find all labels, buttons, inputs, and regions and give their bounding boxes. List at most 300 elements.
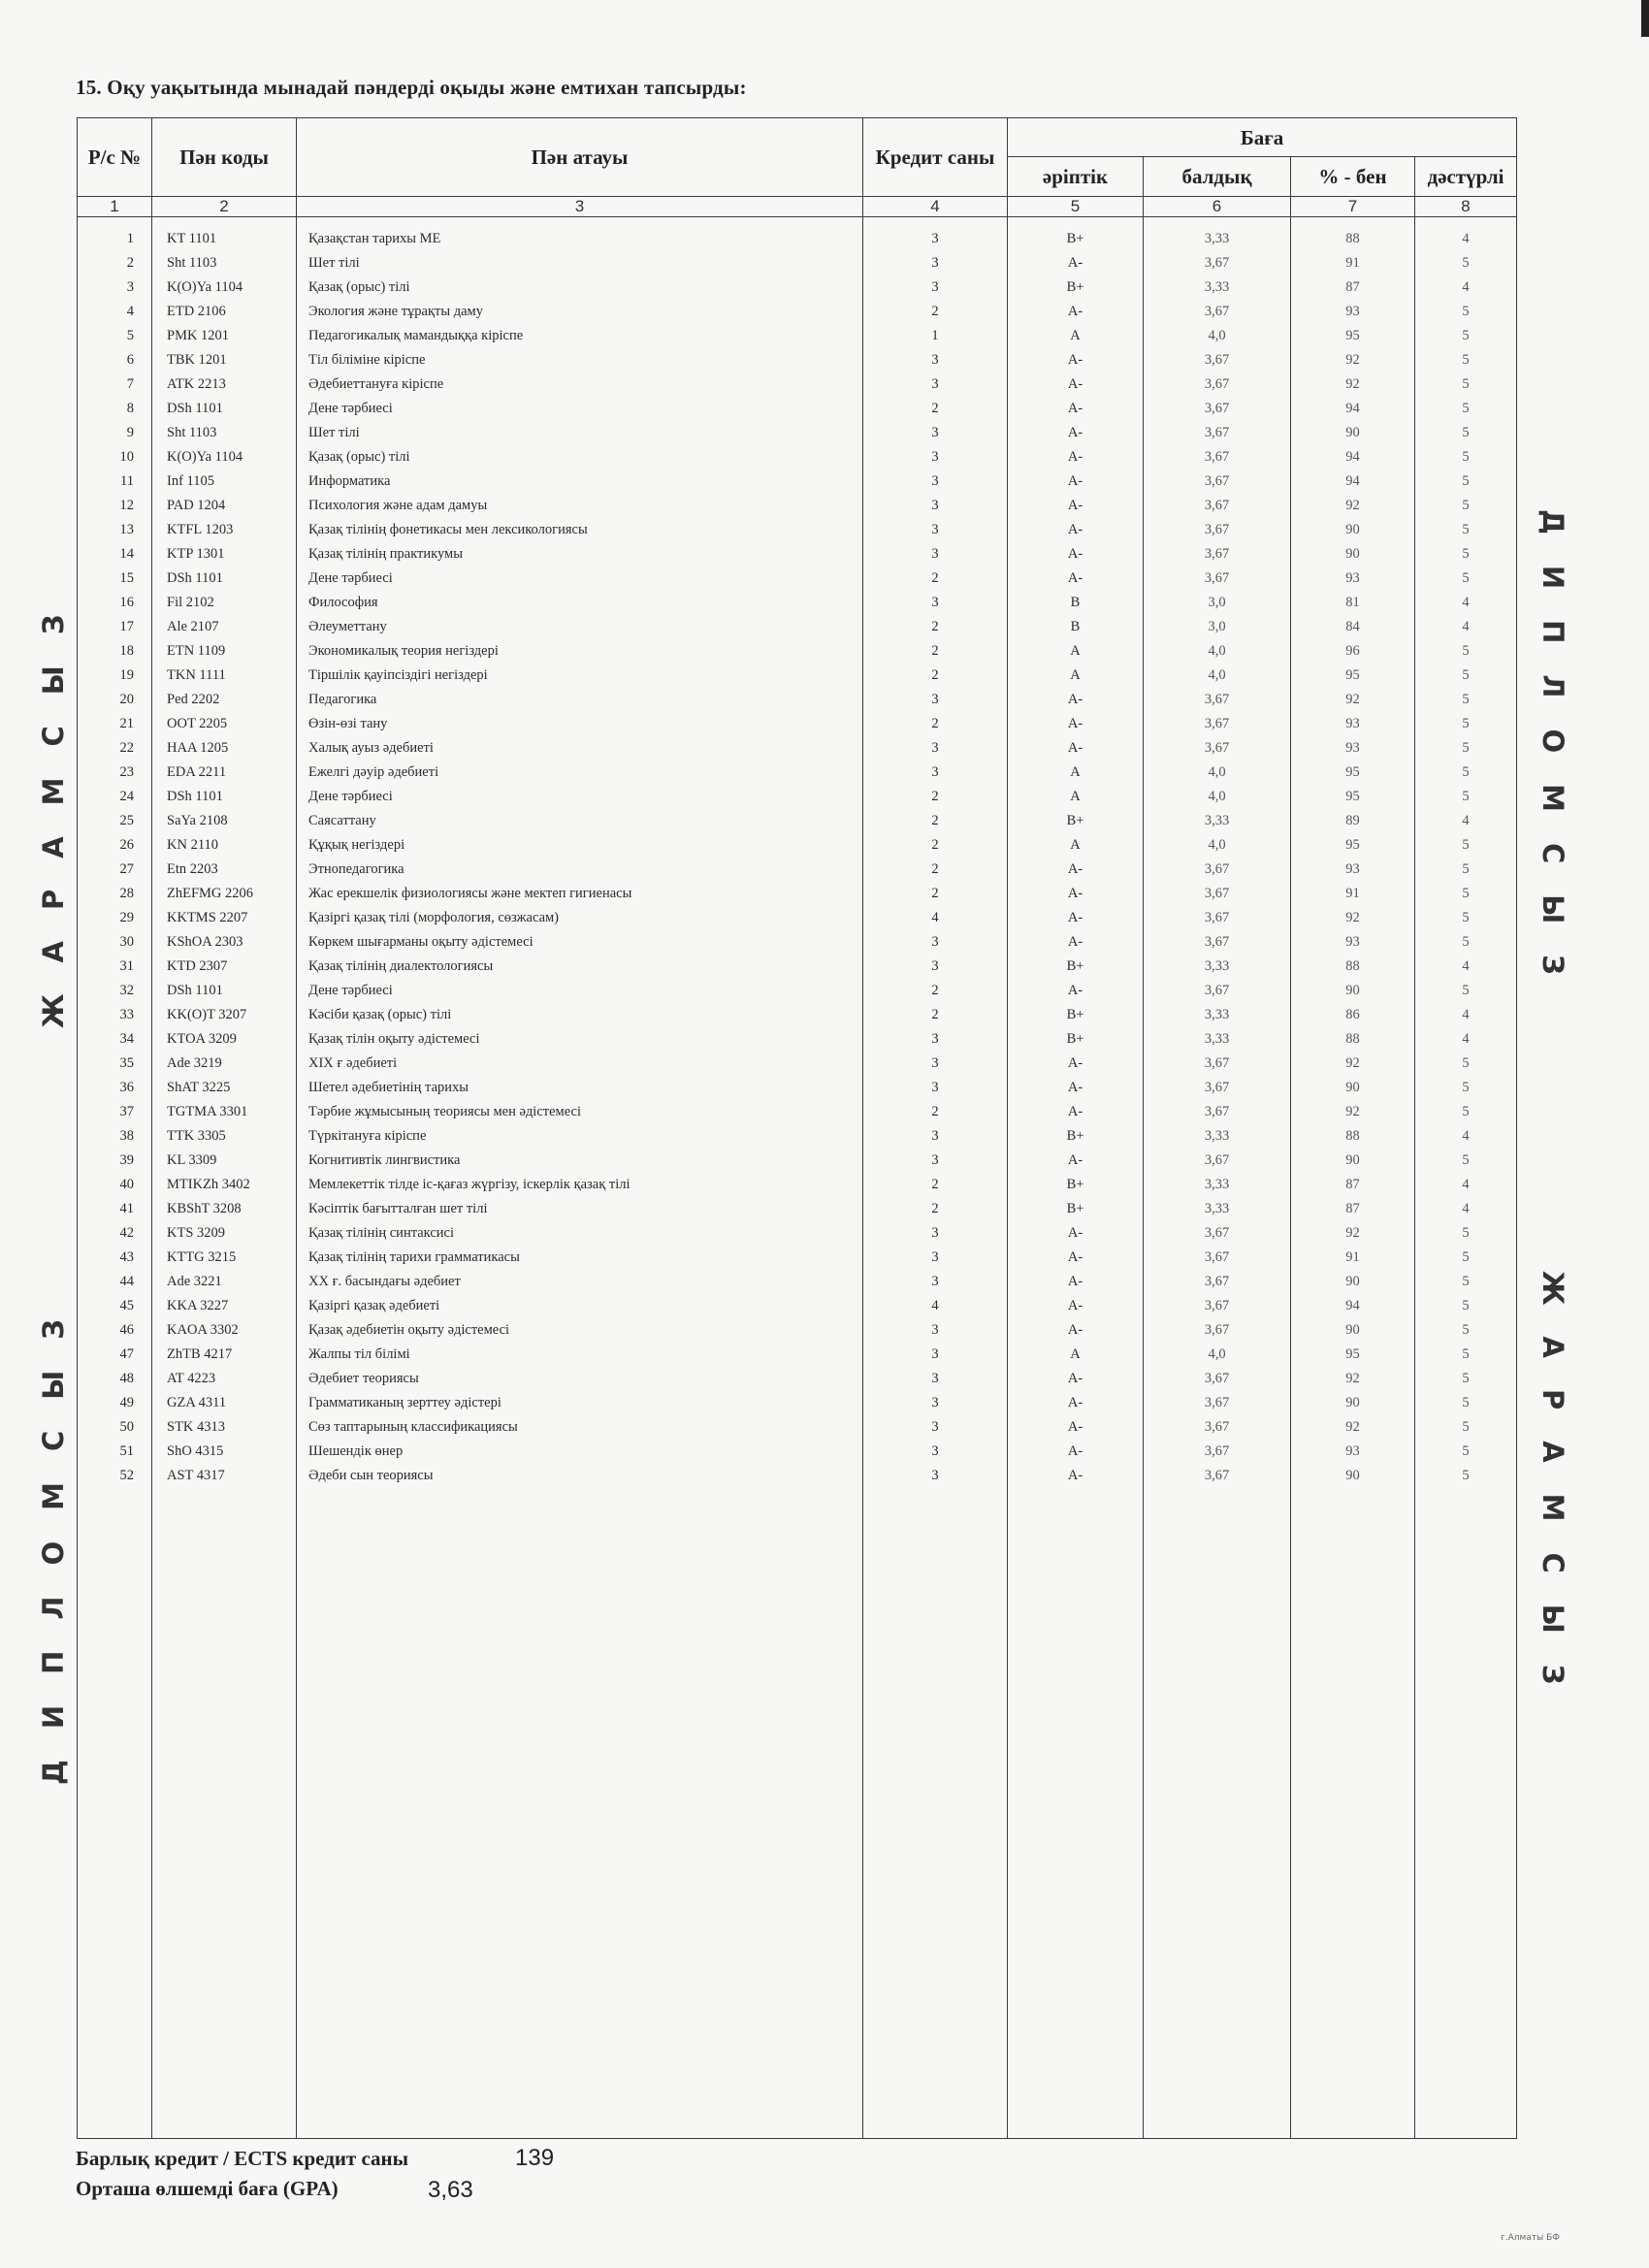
course-cell-code: ZhTB 4217 — [167, 1346, 233, 1362]
course-cell-points: 3,67 — [1204, 861, 1230, 877]
course-cell-trad: 5 — [1462, 1104, 1470, 1119]
course-cell-points: 3,67 — [1204, 1249, 1230, 1265]
course-cell-n: 17 — [119, 619, 134, 634]
course-cell-code: OOT 2205 — [167, 716, 228, 731]
course-cell-n: 7 — [126, 376, 134, 392]
course-cell-n: 12 — [119, 498, 134, 513]
course-cell-n: 13 — [119, 522, 134, 537]
course-cell-name: Жас ерекшелік физиологиясы және мектеп гигиенасы — [308, 886, 632, 901]
course-cell-letter: A — [1070, 1346, 1081, 1362]
course-cell-n: 25 — [119, 813, 134, 828]
course-cell-code: Ped 2202 — [167, 692, 220, 707]
course-cell-letter: A- — [1067, 910, 1083, 925]
course-cell-code: Inf 1105 — [167, 473, 214, 489]
course-cell-code: SaYa 2108 — [167, 813, 228, 828]
course-cell-n: 48 — [119, 1371, 134, 1386]
course-cell-credits: 3 — [931, 1080, 939, 1095]
course-cell-points: 4,0 — [1208, 1346, 1226, 1362]
course-cell-points: 3,67 — [1204, 886, 1230, 901]
course-cell-name: Қазақ тілінің практикумы — [308, 546, 463, 562]
course-cell-percent: 92 — [1345, 376, 1360, 392]
course-cell-credits: 3 — [931, 352, 939, 368]
course-cell-points: 3,67 — [1204, 352, 1230, 368]
course-cell-percent: 92 — [1345, 1104, 1360, 1119]
column-number: 3 — [297, 197, 863, 217]
course-cell-letter: A- — [1067, 934, 1083, 950]
course-cell-letter: A- — [1067, 473, 1083, 489]
list-row-number — [78, 217, 151, 1488]
course-cell-n: 3 — [126, 279, 134, 295]
course-cell-trad: 5 — [1462, 716, 1470, 731]
course-cell-n: 21 — [119, 716, 134, 731]
course-cell-points: 3,67 — [1204, 1298, 1230, 1313]
course-cell-percent: 92 — [1345, 498, 1360, 513]
course-cell-trad: 5 — [1462, 1419, 1470, 1435]
course-cell-code: KTFL 1203 — [167, 522, 234, 537]
list-grade-points — [1144, 217, 1290, 1488]
course-cell-name: Шетел әдебиетінің тарихы — [308, 1080, 469, 1095]
course-cell-name: ХІХ ғ әдебиеті — [308, 1055, 398, 1071]
course-cell-trad: 5 — [1462, 1371, 1470, 1386]
course-cell-n: 52 — [119, 1468, 134, 1483]
course-cell-trad: 5 — [1462, 352, 1470, 368]
course-cell-points: 3,67 — [1204, 1322, 1230, 1338]
course-cell-points: 3,67 — [1204, 1419, 1230, 1435]
course-cell-trad: 5 — [1462, 401, 1470, 416]
course-cell-name: Экология және тұрақты даму — [308, 304, 483, 319]
course-cell-credits: 2 — [931, 716, 939, 731]
course-cell-percent: 92 — [1345, 1225, 1360, 1241]
course-cell-n: 1 — [126, 231, 134, 246]
grades-table — [77, 117, 1517, 2139]
course-cell-trad: 5 — [1462, 983, 1470, 998]
course-cell-credits: 2 — [931, 667, 939, 683]
course-cell-trad: 5 — [1462, 1443, 1470, 1459]
course-cell-n: 19 — [119, 667, 134, 683]
course-cell-credits: 2 — [931, 1104, 939, 1119]
course-cell-letter: A- — [1067, 1225, 1083, 1241]
column-number: 1 — [78, 197, 152, 217]
course-cell-trad: 5 — [1462, 692, 1470, 707]
watermark-right-bottom: ЖАРАМСЫЗ — [1536, 1271, 1569, 1716]
course-cell-name: Қазақ тілін оқыту әдістемесі — [308, 1031, 480, 1047]
course-cell-code: MTIKZh 3402 — [167, 1177, 250, 1192]
course-cell-credits: 2 — [931, 837, 939, 853]
course-cell-credits: 3 — [931, 1225, 939, 1241]
course-cell-credits: 3 — [931, 376, 939, 392]
course-cell-trad: 5 — [1462, 449, 1470, 465]
course-cell-trad: 5 — [1462, 1225, 1470, 1241]
course-cell-credits: 2 — [931, 619, 939, 634]
course-cell-code: KAOA 3302 — [167, 1322, 239, 1338]
course-cell-code: DSh 1101 — [167, 789, 223, 804]
course-cell-percent: 88 — [1345, 1031, 1360, 1047]
course-cell-name: Қазақ тілінің фонетикасы мен лексикологиясы — [308, 522, 588, 537]
course-cell-name: Педагогика — [308, 692, 377, 707]
course-cell-credits: 3 — [931, 1443, 939, 1459]
course-cell-points: 3,67 — [1204, 255, 1230, 271]
course-cell-percent: 84 — [1345, 619, 1360, 634]
course-cell-percent: 95 — [1345, 764, 1360, 780]
list-letter-grade — [1008, 217, 1143, 1488]
course-cell-credits: 3 — [931, 473, 939, 489]
course-cell-code: ATK 2213 — [167, 376, 226, 392]
course-cell-n: 4 — [126, 304, 134, 319]
course-cell-code: K(O)Ya 1104 — [167, 449, 243, 465]
course-cell-trad: 4 — [1462, 1007, 1470, 1022]
course-cell-code: AT 4223 — [167, 1371, 216, 1386]
course-cell-code: KBShT 3208 — [167, 1201, 242, 1216]
list-subject-code — [152, 217, 296, 1488]
course-cell-trad: 5 — [1462, 304, 1470, 319]
course-cell-points: 3,67 — [1204, 1274, 1230, 1289]
course-cell-name: Әдебиеттануға кіріспе — [308, 376, 444, 392]
column-number: 2 — [152, 197, 297, 217]
course-cell-name: Дене тәрбиесі — [308, 983, 393, 998]
course-cell-trad: 5 — [1462, 1274, 1470, 1289]
course-cell-code: Ale 2107 — [167, 619, 219, 634]
course-cell-points: 3,67 — [1204, 1080, 1230, 1095]
course-cell-n: 40 — [119, 1177, 134, 1192]
course-cell-letter: A- — [1067, 861, 1083, 877]
course-cell-name: ХХ ғ. басындағы әдебиет — [308, 1274, 461, 1289]
course-cell-letter: A — [1070, 667, 1081, 683]
section-heading: 15. Оқу уақытында мынадай пәндерді оқыды және емтихан тапсырды: — [76, 76, 747, 99]
course-cell-points: 4,0 — [1208, 764, 1226, 780]
course-cell-code: KN 2110 — [167, 837, 219, 853]
course-cell-trad: 5 — [1462, 1346, 1470, 1362]
course-cell-letter: A- — [1067, 1274, 1083, 1289]
course-cell-points: 3,67 — [1204, 1225, 1230, 1241]
course-cell-letter: A- — [1067, 522, 1083, 537]
course-cell-trad: 5 — [1462, 376, 1470, 392]
course-cell-points: 3,33 — [1204, 958, 1230, 974]
course-cell-points: 3,67 — [1204, 304, 1230, 319]
course-cell-n: 6 — [126, 352, 134, 368]
course-cell-n: 26 — [119, 837, 134, 853]
course-cell-points: 3,67 — [1204, 401, 1230, 416]
course-cell-n: 49 — [119, 1395, 134, 1410]
list-traditional-grade — [1415, 217, 1516, 1488]
course-cell-letter: B+ — [1066, 813, 1084, 828]
course-cell-letter: A- — [1067, 1395, 1083, 1410]
course-cell-points: 3,33 — [1204, 1128, 1230, 1144]
course-cell-trad: 5 — [1462, 886, 1470, 901]
course-cell-credits: 3 — [931, 1128, 939, 1144]
course-cell-credits: 3 — [931, 1419, 939, 1435]
course-cell-letter: A- — [1067, 255, 1083, 271]
course-cell-points: 3,0 — [1208, 595, 1226, 610]
course-cell-points: 3,67 — [1204, 449, 1230, 465]
course-cell-credits: 3 — [931, 1249, 939, 1265]
course-cell-letter: A- — [1067, 304, 1083, 319]
course-cell-trad: 4 — [1462, 595, 1470, 610]
course-cell-credits: 3 — [931, 1371, 939, 1386]
course-cell-letter: A- — [1067, 983, 1083, 998]
gpa-label: Орташа өлшемді баға (GPA) — [76, 2177, 339, 2200]
course-cell-trad: 5 — [1462, 570, 1470, 586]
gpa-value: 3,63 — [428, 2177, 473, 2203]
header-letter: әріптік — [1008, 157, 1144, 197]
course-cell-letter: A- — [1067, 498, 1083, 513]
course-cell-trad: 4 — [1462, 279, 1470, 295]
course-cell-code: TGTMA 3301 — [167, 1104, 248, 1119]
course-cell-points: 3,67 — [1204, 740, 1230, 756]
course-cell-credits: 3 — [931, 231, 939, 246]
course-cell-n: 8 — [126, 401, 134, 416]
course-cell-code: KKA 3227 — [167, 1298, 229, 1313]
course-cell-points: 4,0 — [1208, 789, 1226, 804]
course-cell-percent: 81 — [1345, 595, 1360, 610]
total-credits-value: 139 — [515, 2145, 555, 2171]
watermark-left-top: ЖАРАМСЫЗ — [37, 583, 70, 1028]
course-cell-letter: A- — [1067, 1249, 1083, 1265]
header-traditional: дәстүрлі — [1415, 157, 1517, 197]
course-cell-letter: B+ — [1066, 1031, 1084, 1047]
course-cell-code: K(O)Ya 1104 — [167, 279, 243, 295]
course-cell-points: 3,67 — [1204, 692, 1230, 707]
course-cell-name: Түркітануға кіріспе — [308, 1128, 427, 1144]
course-cell-name: Кәсіптік бағытталған шет тілі — [308, 1201, 488, 1216]
course-cell-percent: 86 — [1345, 1007, 1360, 1022]
course-cell-name: Информатика — [308, 473, 391, 489]
course-cell-code: ETD 2106 — [167, 304, 226, 319]
column-number: 6 — [1144, 197, 1291, 217]
list-credits — [863, 217, 1007, 1488]
course-cell-percent: 91 — [1345, 255, 1360, 271]
course-cell-letter: B+ — [1066, 1128, 1084, 1144]
course-cell-percent: 92 — [1345, 352, 1360, 368]
course-cell-name: Экономикалық теория негіздері — [308, 643, 499, 659]
course-cell-name: Қазақ (орыс) тілі — [308, 279, 410, 295]
course-cell-n: 38 — [119, 1128, 134, 1144]
course-cell-letter: B — [1070, 619, 1081, 634]
course-cell-trad: 4 — [1462, 1201, 1470, 1216]
course-cell-code: KT 1101 — [167, 231, 217, 246]
course-cell-code: ShO 4315 — [167, 1443, 224, 1459]
course-cell-n: 27 — [119, 861, 134, 877]
course-cell-trad: 4 — [1462, 619, 1470, 634]
course-cell-name: Грамматиканың зерттеу әдістері — [308, 1395, 501, 1410]
course-cell-n: 22 — [119, 740, 134, 756]
course-cell-trad: 4 — [1462, 1031, 1470, 1047]
course-cell-credits: 3 — [931, 1152, 939, 1168]
course-cell-code: DSh 1101 — [167, 570, 223, 586]
course-cell-n: 11 — [120, 473, 134, 489]
course-cell-percent: 91 — [1345, 1249, 1360, 1265]
course-cell-name: Тәрбие жұмысының теориясы мен әдістемесі — [308, 1104, 581, 1119]
course-cell-credits: 3 — [931, 1055, 939, 1071]
course-cell-trad: 5 — [1462, 740, 1470, 756]
course-cell-code: STK 4313 — [167, 1419, 226, 1435]
course-cell-percent: 95 — [1345, 789, 1360, 804]
course-cell-percent: 93 — [1345, 570, 1360, 586]
course-cell-code: HAA 1205 — [167, 740, 229, 756]
course-cell-name: Қазақ тілінің синтаксисі — [308, 1225, 454, 1241]
course-cell-letter: A- — [1067, 401, 1083, 416]
course-cell-letter: A — [1070, 764, 1081, 780]
column-number: 4 — [863, 197, 1008, 217]
course-cell-percent: 93 — [1345, 740, 1360, 756]
course-cell-trad: 5 — [1462, 328, 1470, 343]
course-cell-credits: 3 — [931, 449, 939, 465]
course-cell-n: 50 — [119, 1419, 134, 1435]
course-cell-name: Сөз таптарының классификациясы — [308, 1419, 518, 1435]
course-cell-code: Ade 3221 — [167, 1274, 222, 1289]
course-cell-name: Қазақ тілінің тарихи грамматикасы — [308, 1249, 520, 1265]
course-cell-points: 3,67 — [1204, 1443, 1230, 1459]
course-cell-points: 3,33 — [1204, 813, 1230, 828]
course-cell-points: 3,67 — [1204, 983, 1230, 998]
course-cell-name: Қазақстан тарихы МЕ — [308, 231, 441, 246]
course-cell-letter: A- — [1067, 1419, 1083, 1435]
course-cell-n: 31 — [119, 958, 134, 974]
course-cell-percent: 93 — [1345, 861, 1360, 877]
watermark-left-bottom: ДИПЛОМСЫЗ — [37, 1288, 70, 1785]
course-cell-percent: 90 — [1345, 546, 1360, 562]
course-cell-letter: A- — [1067, 425, 1083, 440]
course-cell-percent: 93 — [1345, 934, 1360, 950]
course-cell-points: 3,33 — [1204, 279, 1230, 295]
course-cell-points: 3,33 — [1204, 1031, 1230, 1047]
header-points: балдық — [1144, 157, 1291, 197]
course-cell-name: Дене тәрбиесі — [308, 570, 393, 586]
course-cell-points: 3,33 — [1204, 231, 1230, 246]
course-cell-points: 3,67 — [1204, 716, 1230, 731]
course-cell-n: 14 — [119, 546, 134, 562]
course-cell-name: Кәсіби қазақ (орыс) тілі — [308, 1007, 452, 1022]
course-cell-code: TTK 3305 — [167, 1128, 226, 1144]
course-cell-credits: 2 — [931, 789, 939, 804]
course-cell-credits: 3 — [931, 1322, 939, 1338]
course-cell-points: 3,67 — [1204, 910, 1230, 925]
course-cell-percent: 93 — [1345, 304, 1360, 319]
course-cell-n: 33 — [119, 1007, 134, 1022]
course-cell-percent: 88 — [1345, 958, 1360, 974]
course-cell-percent: 88 — [1345, 231, 1360, 246]
course-cell-name: Тіл біліміне кіріспе — [308, 352, 426, 368]
header-num: Р/с № — [78, 118, 152, 197]
course-cell-name: Когнитивтік лингвистика — [308, 1152, 461, 1168]
course-cell-letter: A- — [1067, 1080, 1083, 1095]
course-cell-n: 2 — [126, 255, 134, 271]
course-cell-trad: 4 — [1462, 958, 1470, 974]
course-cell-points: 3,67 — [1204, 473, 1230, 489]
course-cell-name: Қазіргі қазақ әдебиеті — [308, 1298, 440, 1313]
course-cell-percent: 95 — [1345, 837, 1360, 853]
course-cell-code: KK(O)T 3207 — [167, 1007, 247, 1022]
course-cell-credits: 2 — [931, 886, 939, 901]
course-cell-code: Etn 2203 — [167, 861, 218, 877]
course-cell-letter: A- — [1067, 886, 1083, 901]
course-cell-n: 43 — [119, 1249, 134, 1265]
course-cell-trad: 5 — [1462, 1055, 1470, 1071]
corner-note: г.Алматы БФ — [1501, 2233, 1560, 2243]
course-cell-points: 3,67 — [1204, 1152, 1230, 1168]
course-cell-credits: 1 — [931, 328, 939, 343]
course-cell-percent: 87 — [1345, 1177, 1360, 1192]
course-cell-trad: 5 — [1462, 643, 1470, 659]
course-cell-points: 3,67 — [1204, 934, 1230, 950]
course-cell-trad: 5 — [1462, 789, 1470, 804]
course-cell-percent: 90 — [1345, 1395, 1360, 1410]
course-cell-code: Sht 1103 — [167, 425, 217, 440]
course-cell-name: Қазақ тілінің диалектологиясы — [308, 958, 494, 974]
course-cell-percent: 89 — [1345, 813, 1360, 828]
course-cell-trad: 5 — [1462, 255, 1470, 271]
course-cell-points: 3,33 — [1204, 1177, 1230, 1192]
course-cell-n: 29 — [119, 910, 134, 925]
course-cell-credits: 4 — [931, 1298, 939, 1313]
course-cell-percent: 87 — [1345, 1201, 1360, 1216]
course-cell-trad: 5 — [1462, 1080, 1470, 1095]
course-cell-letter: A- — [1067, 546, 1083, 562]
course-cell-percent: 92 — [1345, 692, 1360, 707]
course-cell-points: 3,67 — [1204, 1395, 1230, 1410]
course-cell-credits: 4 — [931, 910, 939, 925]
course-cell-n: 15 — [119, 570, 134, 586]
course-cell-credits: 2 — [931, 861, 939, 877]
course-cell-points: 4,0 — [1208, 837, 1226, 853]
course-cell-letter: A- — [1067, 692, 1083, 707]
course-cell-credits: 3 — [931, 279, 939, 295]
course-cell-trad: 4 — [1462, 813, 1470, 828]
course-cell-credits: 3 — [931, 595, 939, 610]
course-cell-n: 47 — [119, 1346, 134, 1362]
course-cell-points: 3,33 — [1204, 1007, 1230, 1022]
course-cell-letter: A- — [1067, 1443, 1083, 1459]
course-cell-trad: 4 — [1462, 1177, 1470, 1192]
header-code: Пән коды — [152, 118, 297, 197]
course-cell-n: 46 — [119, 1322, 134, 1338]
course-cell-letter: A- — [1067, 1104, 1083, 1119]
course-cell-letter: A- — [1067, 449, 1083, 465]
course-cell-code: TBK 1201 — [167, 352, 227, 368]
course-cell-trad: 5 — [1462, 934, 1470, 950]
course-cell-trad: 5 — [1462, 1395, 1470, 1410]
course-cell-code: Sht 1103 — [167, 255, 217, 271]
course-cell-letter: B+ — [1066, 1201, 1084, 1216]
course-cell-code: PAD 1204 — [167, 498, 226, 513]
course-cell-credits: 3 — [931, 1274, 939, 1289]
course-cell-letter: A- — [1067, 1298, 1083, 1313]
course-cell-code: KTS 3209 — [167, 1225, 226, 1241]
course-cell-code: KL 3309 — [167, 1152, 217, 1168]
header-credits: Кредит саны — [863, 118, 1008, 197]
course-cell-name: Құқық негіздері — [308, 837, 405, 853]
course-cell-percent: 87 — [1345, 279, 1360, 295]
course-cell-letter: A- — [1067, 1152, 1083, 1168]
course-cell-letter: A- — [1067, 716, 1083, 731]
column-number-row — [78, 197, 1517, 217]
course-cell-trad: 5 — [1462, 1249, 1470, 1265]
course-cell-percent: 90 — [1345, 522, 1360, 537]
course-cell-credits: 2 — [931, 401, 939, 416]
course-cell-n: 10 — [119, 449, 134, 465]
course-cell-percent: 90 — [1345, 1152, 1360, 1168]
course-cell-trad: 4 — [1462, 1128, 1470, 1144]
course-cell-n: 44 — [119, 1274, 134, 1289]
course-cell-letter: B+ — [1066, 1177, 1084, 1192]
course-cell-points: 3,67 — [1204, 425, 1230, 440]
course-cell-name: Саясаттану — [308, 813, 376, 828]
course-cell-n: 35 — [119, 1055, 134, 1071]
course-cell-points: 3,67 — [1204, 1104, 1230, 1119]
course-cell-code: DSh 1101 — [167, 983, 223, 998]
course-cell-name: Қазақ (орыс) тілі — [308, 449, 410, 465]
course-cell-name: Философия — [308, 595, 378, 610]
course-cell-letter: A- — [1067, 1371, 1083, 1386]
